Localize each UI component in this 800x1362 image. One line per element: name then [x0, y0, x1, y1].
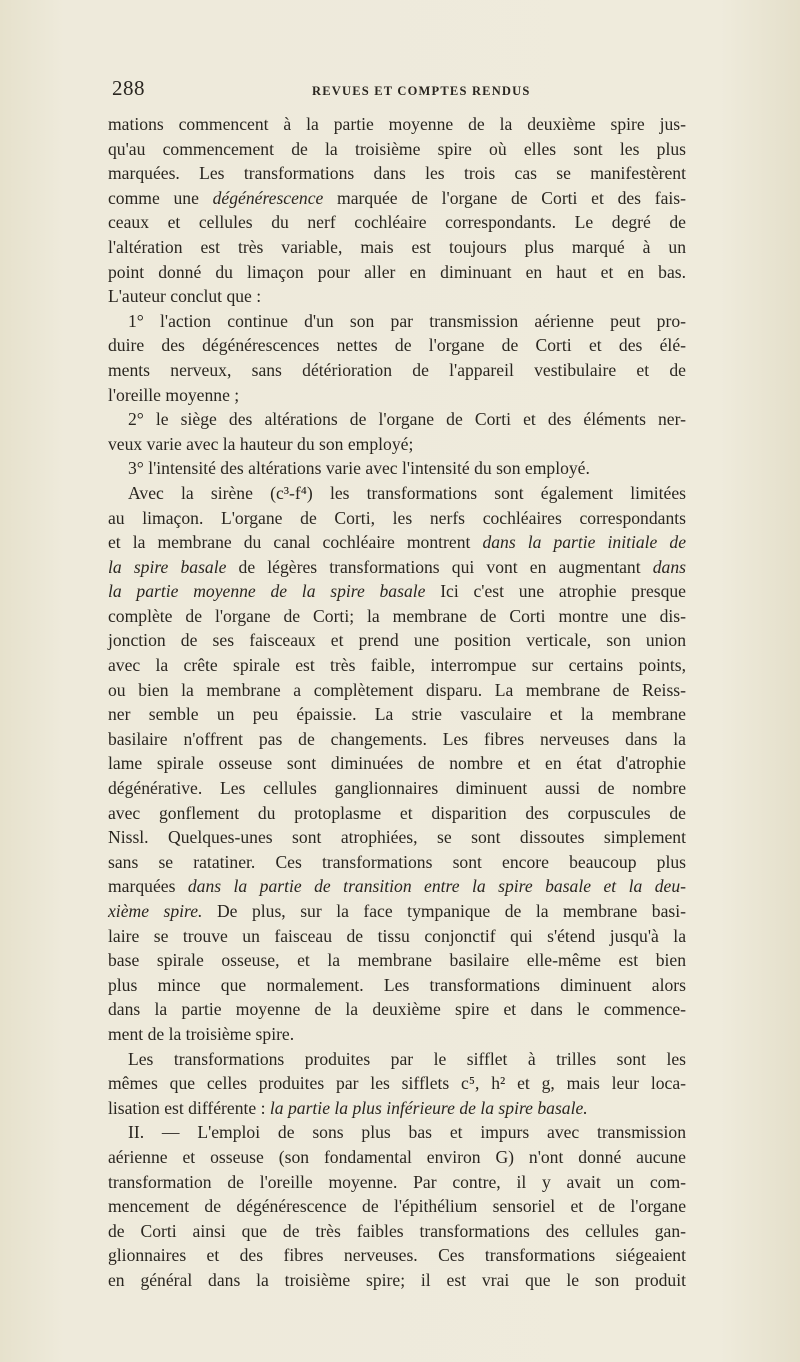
- text-run: dégénérative. Les cellules ganglionnaires diminuent aussi de nombre: [108, 778, 686, 799]
- text-line: [108, 506, 686, 531]
- text-line: [108, 383, 686, 408]
- text-line: [108, 1194, 686, 1219]
- text-line: [108, 555, 686, 580]
- text-line: [108, 1145, 686, 1170]
- page-number: 288: [112, 76, 145, 100]
- text-run: veux varie avec la hauteur du son employé;: [108, 433, 414, 454]
- italic-text: dégénérescence: [212, 187, 324, 208]
- text-line: [108, 309, 686, 334]
- text-run: ou bien la membrane a complètement disparu. La membrane de Reiss-: [108, 679, 686, 700]
- text-line: [108, 825, 686, 850]
- text-line: [108, 456, 686, 481]
- text-line: [108, 112, 686, 137]
- italic-text: dans la partie initiale de: [482, 532, 686, 553]
- text-run: transformation de l'oreille moyenne. Par contre, il y avait un com-: [108, 1171, 686, 1192]
- text-line: [108, 776, 686, 801]
- text-run: 3° l'intensité des altérations varie avec l'intensité du son employé.: [128, 458, 590, 479]
- text-line: [108, 727, 686, 752]
- text-line: [108, 751, 686, 776]
- text-run: mencement de dégénérescence de l'épithélium sensoriel et de l'organe: [108, 1196, 686, 1217]
- text-line: [108, 1120, 686, 1145]
- italic-text: la partie la plus inférieure de la spire basale.: [269, 1097, 588, 1118]
- text-line: [108, 1268, 686, 1293]
- text-line: [108, 210, 686, 235]
- text-run: sans se ratatiner. Ces transformations sont encore beaucoup plus: [108, 851, 686, 872]
- text-line: [108, 137, 686, 162]
- text-line: [108, 186, 686, 211]
- text-line: [108, 284, 686, 309]
- text-run: ment de la troisième spire.: [108, 1023, 295, 1044]
- text-line: [108, 702, 686, 727]
- text-line: [108, 235, 686, 260]
- text-line: [108, 653, 686, 678]
- text-run: de légères transformations qui vont en augmentant: [226, 556, 653, 577]
- text-run: dans la partie moyenne de la deuxième spire et dans le commence-: [108, 999, 686, 1020]
- text-run: avec la crête spirale est très faible, interrompue sur certains points,: [108, 655, 686, 676]
- text-line: [108, 874, 686, 899]
- text-line: [108, 948, 686, 973]
- text-run: ceaux et cellules du nerf cochléaire correspondants. Le degré de: [108, 212, 686, 233]
- text-run: basilaire n'offrent pas de changements. Les fibres nerveuses dans la: [108, 728, 686, 749]
- text-line: [108, 1047, 686, 1072]
- body-text: [108, 112, 686, 1293]
- text-run: lame spirale osseuse sont diminuées de nombre et en état d'atrophie: [108, 753, 686, 774]
- text-run: marquées. Les transformations dans les trois cas se manifestèrent: [108, 163, 686, 184]
- text-run: duire des dégénérescences nettes de l'organe de Corti et des élé-: [108, 335, 686, 356]
- text-line: [108, 358, 686, 383]
- text-run: l'oreille moyenne ;: [108, 384, 240, 405]
- text-line: [108, 1022, 686, 1047]
- text-run: marquée de l'organe de Corti et des fais-: [323, 187, 687, 208]
- text-run: 2° le siège des altérations de l'organe de Corti et des éléments ner-: [128, 409, 686, 430]
- text-line: [108, 1219, 686, 1244]
- text-run: lisation est différente :: [108, 1097, 270, 1118]
- text-run: glionnaires et des fibres nerveuses. Ces transformations siégeaient: [108, 1245, 686, 1266]
- text-run: avec gonflement du protoplasme et disparition des corpuscules de: [108, 802, 686, 823]
- running-head: REVUES ET COMPTES RENDUS: [312, 84, 531, 98]
- text-run: au limaçon. L'organe de Corti, les nerfs cochléaires correspondants: [108, 507, 686, 528]
- text-run: de Corti ainsi que de très faibles transformations des cellules gan-: [108, 1220, 686, 1241]
- text-line: [108, 678, 686, 703]
- text-run: 1° l'action continue d'un son par transmission aérienne peut pro-: [128, 310, 686, 331]
- text-run: laire se trouve un faisceau de tissu conjonctif qui s'étend jusqu'à la: [108, 925, 686, 946]
- italic-text: la spire basale: [108, 556, 227, 577]
- italic-text: la partie moyenne de la spire basale: [108, 581, 426, 602]
- text-run: plus mince que normalement. Les transformations diminuent alors: [108, 974, 686, 995]
- text-run: Avec la sirène (c³-f⁴) les transformations sont également limitées: [128, 482, 686, 503]
- text-line: [108, 432, 686, 457]
- text-run: II. — L'emploi de sons plus bas et impurs avec transmission: [128, 1122, 686, 1143]
- italic-text: xième spire.: [108, 901, 203, 921]
- text-run: aérienne et osseuse (son fondamental environ G) n'ont donné aucune: [108, 1146, 686, 1167]
- text-line: [108, 604, 686, 629]
- text-run: et la membrane du canal cochléaire montrent: [108, 532, 483, 553]
- italic-text: dans la partie de transition entre la spire basale et la deu-: [187, 876, 686, 897]
- text-line: [108, 1071, 686, 1096]
- text-run: L'auteur conclut que :: [108, 286, 262, 307]
- text-run: ments nerveux, sans détérioration de l'appareil vestibulaire et de: [108, 359, 686, 380]
- text-run: complète de l'organe de Corti; la membrane de Corti montre une dis-: [108, 605, 686, 626]
- text-run: l'altération est très variable, mais est toujours plus marqué à un: [108, 236, 686, 257]
- text-run: mations commencent à la partie moyenne de la deuxième spire jus-: [108, 114, 686, 134]
- text-line: [108, 260, 686, 285]
- text-run: mêmes que celles produites par les sifflets c⁵, h² et g, mais leur loca-: [108, 1073, 686, 1094]
- text-line: [108, 579, 686, 604]
- text-run: De plus, sur la face tympanique de la membrane basi-: [202, 901, 686, 921]
- text-line: [108, 481, 686, 506]
- text-run: marquées: [108, 876, 188, 897]
- text-line: [108, 161, 686, 186]
- italic-text: dans: [652, 556, 686, 577]
- text-line: [108, 997, 686, 1022]
- text-line: [108, 407, 686, 432]
- text-run: base spirale osseuse, et la membrane basilaire elle-même est bien: [108, 950, 686, 971]
- text-run: en général dans la troisième spire; il est vrai que le son produit: [108, 1269, 686, 1290]
- text-run: ner semble un peu épaissie. La strie vasculaire et la membrane: [108, 704, 686, 725]
- text-line: [108, 530, 686, 555]
- text-run: comme une: [108, 187, 213, 208]
- text-line: [108, 850, 686, 875]
- text-line: [108, 333, 686, 358]
- text-line: [108, 1170, 686, 1195]
- text-line: [108, 628, 686, 653]
- text-line: [108, 1096, 686, 1121]
- text-run: point donné du limaçon pour aller en diminuant en haut et en bas.: [108, 261, 686, 282]
- text-line: [108, 973, 686, 998]
- text-run: qu'au commencement de la troisième spire où elles sont les plus: [108, 138, 686, 159]
- text-run: jonction de ses faisceaux et prend une position verticale, son union: [108, 630, 686, 651]
- text-line: [108, 801, 686, 826]
- text-run: Nissl. Quelques-unes sont atrophiées, se sont dissoutes simplement: [108, 827, 686, 848]
- text-run: Les transformations produites par le sifflet à trilles sont les: [128, 1048, 686, 1069]
- text-line: [108, 924, 686, 949]
- text-line: [108, 1243, 686, 1268]
- text-line: [108, 899, 686, 924]
- page-header: [112, 76, 692, 106]
- text-run: Ici c'est une atrophie presque: [425, 581, 686, 602]
